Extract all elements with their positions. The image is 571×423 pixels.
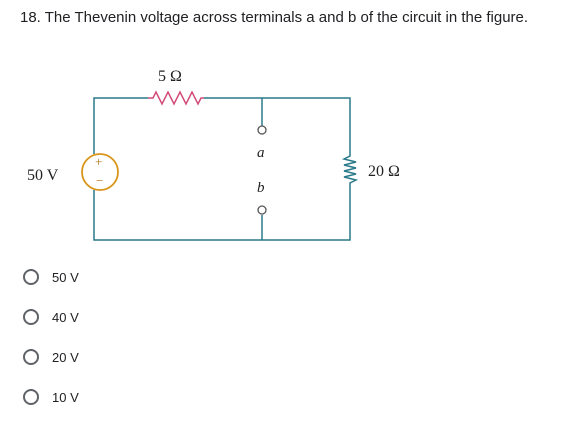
option-label: 40 V [52,309,79,325]
resistor-right-icon [344,153,356,185]
resistor-top-icon [148,92,204,104]
terminal-b-label: b [257,180,265,196]
option-label: 20 V [52,349,79,365]
option-label: 10 V [52,389,79,405]
option-3[interactable] [23,346,143,368]
wire-top-left [94,98,148,154]
option-2[interactable] [23,306,143,328]
terminal-a-label: a [257,145,265,161]
wire-bottom [94,185,350,240]
resistor-right-label: 20 Ω [368,163,400,180]
radio-button[interactable] [23,269,39,285]
source-label: 50 V [27,167,59,184]
option-1[interactable] [23,266,143,288]
radio-button[interactable] [23,349,39,365]
resistor-top-label: 5 Ω [158,68,182,85]
option-4[interactable] [23,386,143,408]
radio-button[interactable] [23,309,39,325]
circuit-wires [94,98,350,240]
question-text: 18. The Thevenin voltage across terminals a and b of the circuit in the figure. [20,9,529,26]
source-minus-sign: − [96,173,104,188]
terminal-b-node [258,206,266,214]
terminal-a-node [258,126,266,134]
radio-button[interactable] [23,389,39,405]
voltage-source-icon [82,154,118,190]
option-label: 50 V [52,269,79,285]
wire-top-right [204,98,350,153]
source-plus-sign: + [95,154,103,169]
